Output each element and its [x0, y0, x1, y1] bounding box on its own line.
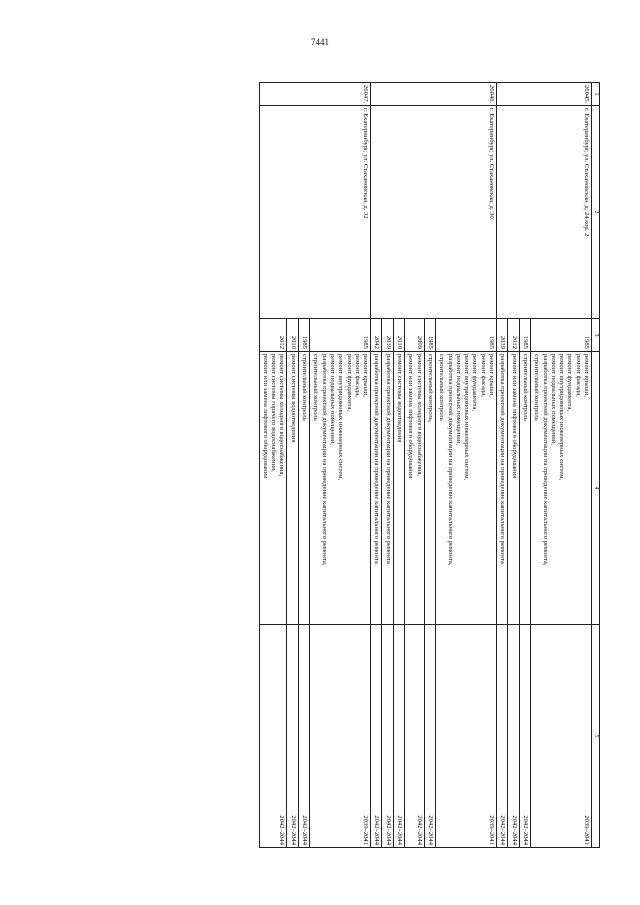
table-row — [530, 83, 591, 848]
work-item: разработка проектной документации на проведение капитального ремонта — [373, 354, 381, 564]
work-item: ремонт системы водоотведения — [289, 354, 297, 443]
entry-address: г. Екатеринбург, ул. Стахановская, д. 24 кор. 2 — [497, 106, 592, 319]
year-cell: 2039 — [497, 319, 508, 352]
period-cell: 2039–2041 — [310, 625, 371, 848]
column-number: 3 — [592, 319, 600, 352]
work-item: разработка проектной документации на проведение капитального ремонта, — [541, 354, 549, 566]
period-cell: 2042–2044 — [508, 625, 519, 848]
work-item: ремонт внутридомовых инженерных систем, — [558, 354, 566, 481]
work-item: ремонт внутридомовых инженерных систем, — [337, 354, 345, 481]
works-cell — [393, 352, 404, 625]
year-cell: 2012 — [508, 319, 519, 352]
work-item: ремонт подвальных помещений, — [454, 354, 462, 445]
works-cell — [519, 352, 530, 625]
table-row — [435, 83, 496, 848]
column-number: 2 — [592, 106, 600, 319]
entry-number: 26046. — [371, 83, 497, 106]
year-cell: 2039 — [382, 319, 393, 352]
period-cell: 2042–2044 — [382, 625, 393, 848]
work-item: ремонт крыши, — [583, 354, 590, 397]
works-cell — [310, 352, 371, 625]
period-cell: 2042–2044 — [393, 625, 404, 848]
work-item: ремонт внутридомовых инженерных систем, — [463, 354, 471, 481]
repair-schedule-table — [259, 82, 600, 848]
period-cell: 2039–2041 — [435, 625, 496, 848]
work-item: разработка проектной документации на проведение капитального ремонта, — [320, 354, 328, 566]
period-cell: 2039–2041 — [530, 625, 591, 848]
work-item: ремонт или замена лифтового оборудования — [510, 354, 518, 479]
works-cell — [497, 352, 508, 625]
work-item: разработка проектной документации на проведение капитального ремонта, — [446, 354, 454, 566]
rotated-table-wrapper — [82, 82, 600, 847]
period-cell: 2042–2044 — [405, 625, 425, 848]
column-number: 1 — [592, 83, 600, 106]
work-item: ремонт или замена лифтового оборудования — [407, 354, 415, 479]
year-cell: 1985 — [424, 319, 435, 352]
work-item: ремонт системы водоотведения — [396, 354, 404, 443]
work-item: разработка проектной документации на проведение капитального ремонта — [499, 354, 507, 564]
column-number-row — [592, 83, 600, 848]
entry-number: 26045. — [497, 83, 592, 106]
work-item: ремонт фундамента, — [471, 354, 479, 412]
table-body — [259, 83, 591, 848]
work-item: строительный контроль, — [426, 354, 434, 423]
column-number: 5 — [592, 625, 600, 848]
work-item: строительный контроль — [438, 354, 446, 421]
year-cell: 2012 — [259, 319, 287, 352]
work-item: ремонт системы холодного водоснабжения, — [415, 354, 423, 477]
period-cell: 2042–2044 — [497, 625, 508, 848]
works-cell — [405, 352, 425, 625]
period-cell: 2042–2044 — [287, 625, 298, 848]
work-item: ремонт фасада, — [353, 354, 361, 397]
page-number: 7441 — [311, 37, 329, 47]
period-cell: 2042–2044 — [298, 625, 309, 848]
period-cell: 2042–2044 — [259, 625, 287, 848]
work-item: разработка проектной документации на проведение капитального ремонта — [384, 354, 392, 564]
year-cell: 2010 — [287, 319, 298, 352]
period-cell: 2042–2044 — [424, 625, 435, 848]
work-item: ремонт подвальных помещений, — [328, 354, 336, 445]
year-cell: 1985 — [298, 319, 309, 352]
column-number: 4 — [592, 352, 600, 625]
work-item: ремонт фасада, — [574, 354, 582, 397]
work-item: строительный контроль — [533, 354, 541, 421]
work-item: строительный контроль — [312, 354, 320, 421]
work-item: ремонт фундамента, — [566, 354, 574, 412]
work-item: ремонт подвальных помещений, — [549, 354, 557, 445]
period-cell: 2042–2044 — [371, 625, 382, 848]
table-row — [310, 83, 371, 848]
year-cell: 1985 — [519, 319, 530, 352]
works-cell — [259, 352, 287, 625]
work-item: ремонт фундамента, — [345, 354, 353, 412]
work-item: ремонт системы холодного водоснабжения, — [278, 354, 286, 477]
works-cell — [382, 352, 393, 625]
work-item: ремонт системы горячего водоснабжения, — [270, 354, 278, 472]
work-item: строительный контроль — [521, 354, 529, 421]
work-item: строительный контроль — [301, 354, 309, 421]
works-cell — [371, 352, 382, 625]
year-cell: 2042 — [371, 319, 382, 352]
works-cell — [530, 352, 591, 625]
year-cell: 1985 — [530, 319, 591, 352]
entry-number: 26047. — [259, 83, 371, 106]
year-cell: 2010 — [393, 319, 404, 352]
year-cell: 2009 — [405, 319, 425, 352]
work-item: ремонт или замена лифтового оборудования — [261, 354, 269, 479]
year-cell: 1985 — [435, 319, 496, 352]
works-cell — [298, 352, 309, 625]
works-cell — [435, 352, 496, 625]
work-item: ремонт фасада, — [479, 354, 487, 397]
work-item: ремонт крыши, — [362, 354, 370, 397]
year-cell: 1985 — [310, 319, 371, 352]
entry-address: г. Екатеринбург, ул. Стахановская, д. 30 — [371, 106, 497, 319]
period-cell: 2042–2044 — [519, 625, 530, 848]
works-cell — [287, 352, 298, 625]
works-cell — [508, 352, 519, 625]
works-cell — [424, 352, 435, 625]
work-item: ремонт крыши, — [488, 354, 496, 397]
entry-address: г. Екатеринбург, ул. Стахановская, д. 32 — [259, 106, 371, 319]
